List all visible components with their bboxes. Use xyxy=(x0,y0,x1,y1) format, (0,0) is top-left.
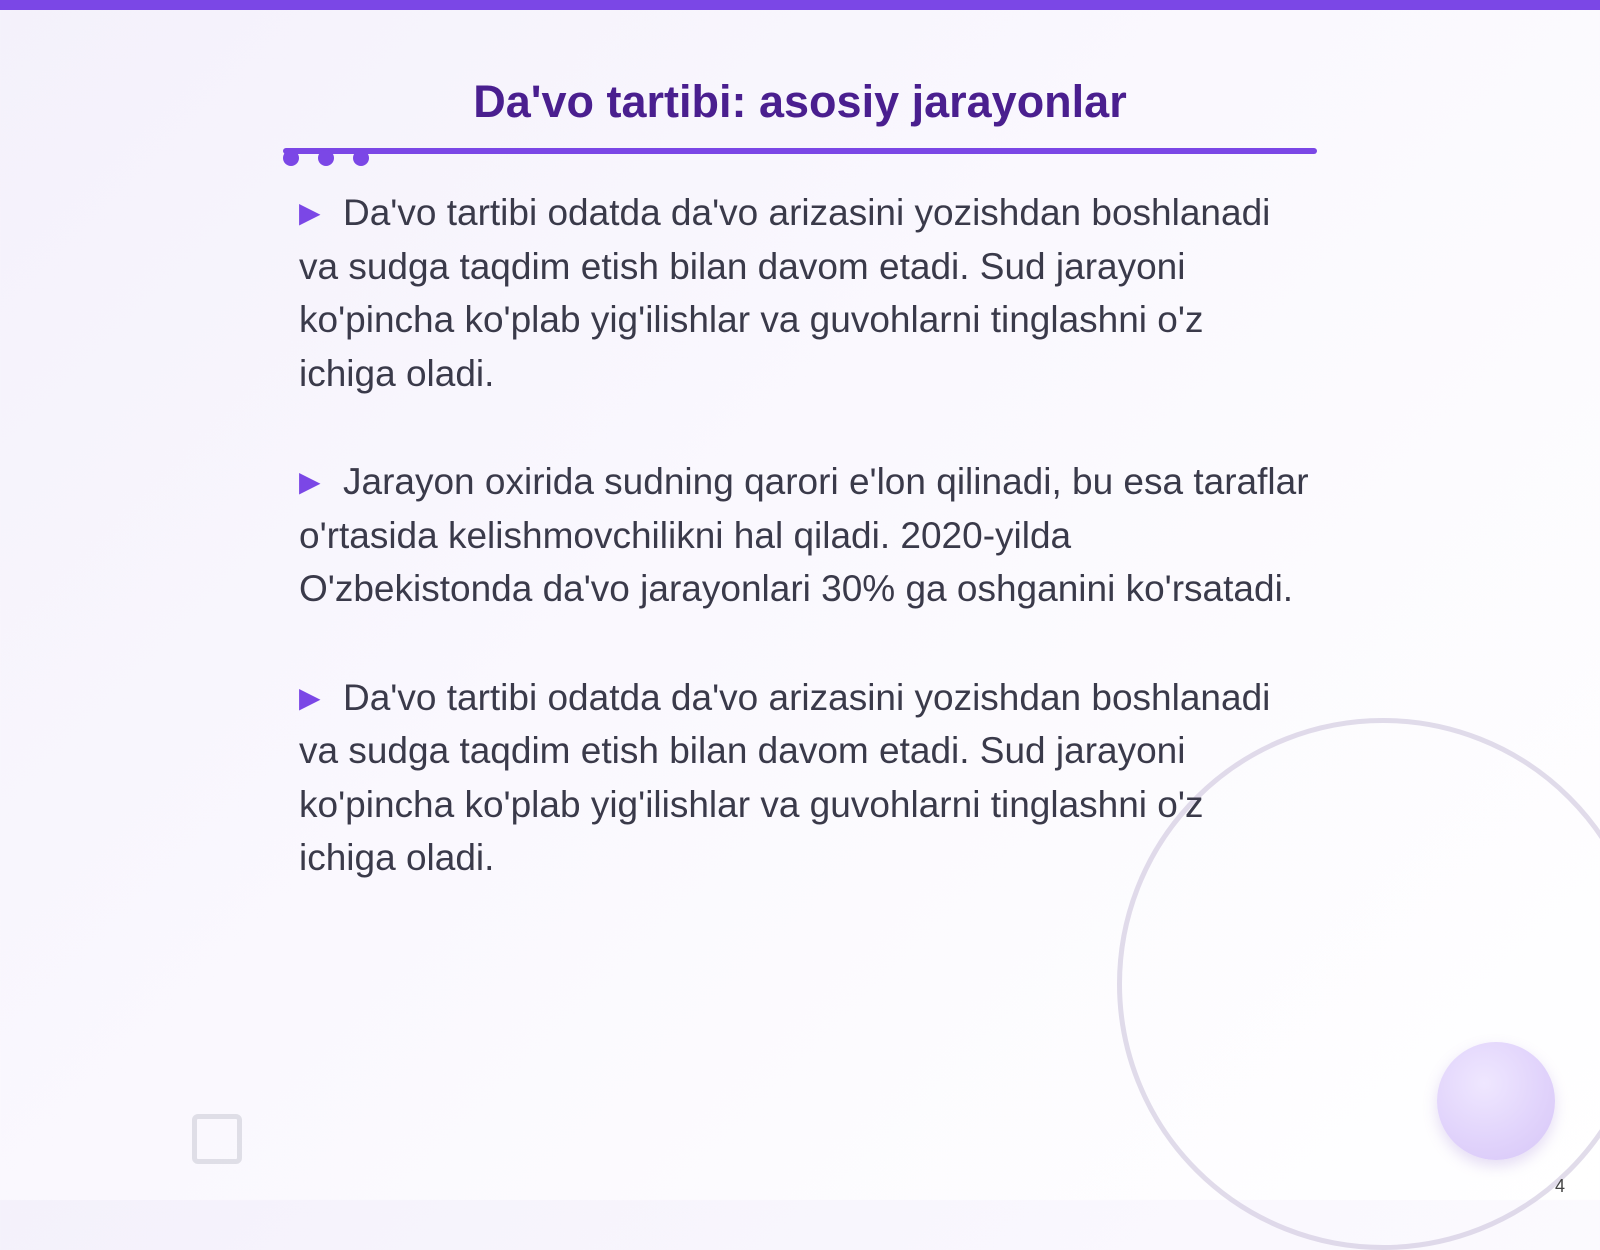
decorative-circle-filled xyxy=(1437,1042,1555,1160)
title-dot xyxy=(353,150,369,166)
title-dot xyxy=(283,150,299,166)
top-accent-bar xyxy=(0,0,1600,10)
slide-title: Da'vo tartibi: asosiy jarayonlar xyxy=(473,76,1127,127)
play-triangle-icon: ▶ xyxy=(299,681,321,713)
bullet-text: Da'vo tartibi odatda da'vo arizasini yozishdan boshlanadi va sudga taqdim etish bilan davom etadi. Sud jarayoni ko'pincha ko'plab yig'ilishlar va guvohlarni tinglashni o'z ichiga oladi. xyxy=(299,192,1271,394)
bullet-item xyxy=(299,455,1309,616)
title-dot xyxy=(318,150,334,166)
play-triangle-icon: ▶ xyxy=(299,197,321,228)
bullet-item xyxy=(299,186,1309,400)
bullet-text: Da'vo tartibi odatda da'vo arizasini yozishdan boshlanadi va sudga taqdim etish bilan davom etadi. Sud jarayoni ko'pincha ko'plab yig'ilishlar va guvohlarni tinglashni o'z ichiga oladi. xyxy=(299,676,1271,878)
decorative-square-outline xyxy=(192,1114,242,1164)
bullet-list xyxy=(299,186,1309,940)
bullet-item xyxy=(299,671,1309,885)
title-underline xyxy=(283,148,1317,154)
play-triangle-icon: ▶ xyxy=(299,466,321,497)
page-number: 4 xyxy=(1555,1176,1566,1196)
bullet-text: Jarayon oxirida sudning qarori e'lon qilinadi, bu esa taraflar o'rtasida kelishmovchilikni hal qiladi. 2020-yilda O'zbekistonda da'vo jarayonlari 30% ga oshganini ko'rsatadi. xyxy=(299,461,1309,609)
